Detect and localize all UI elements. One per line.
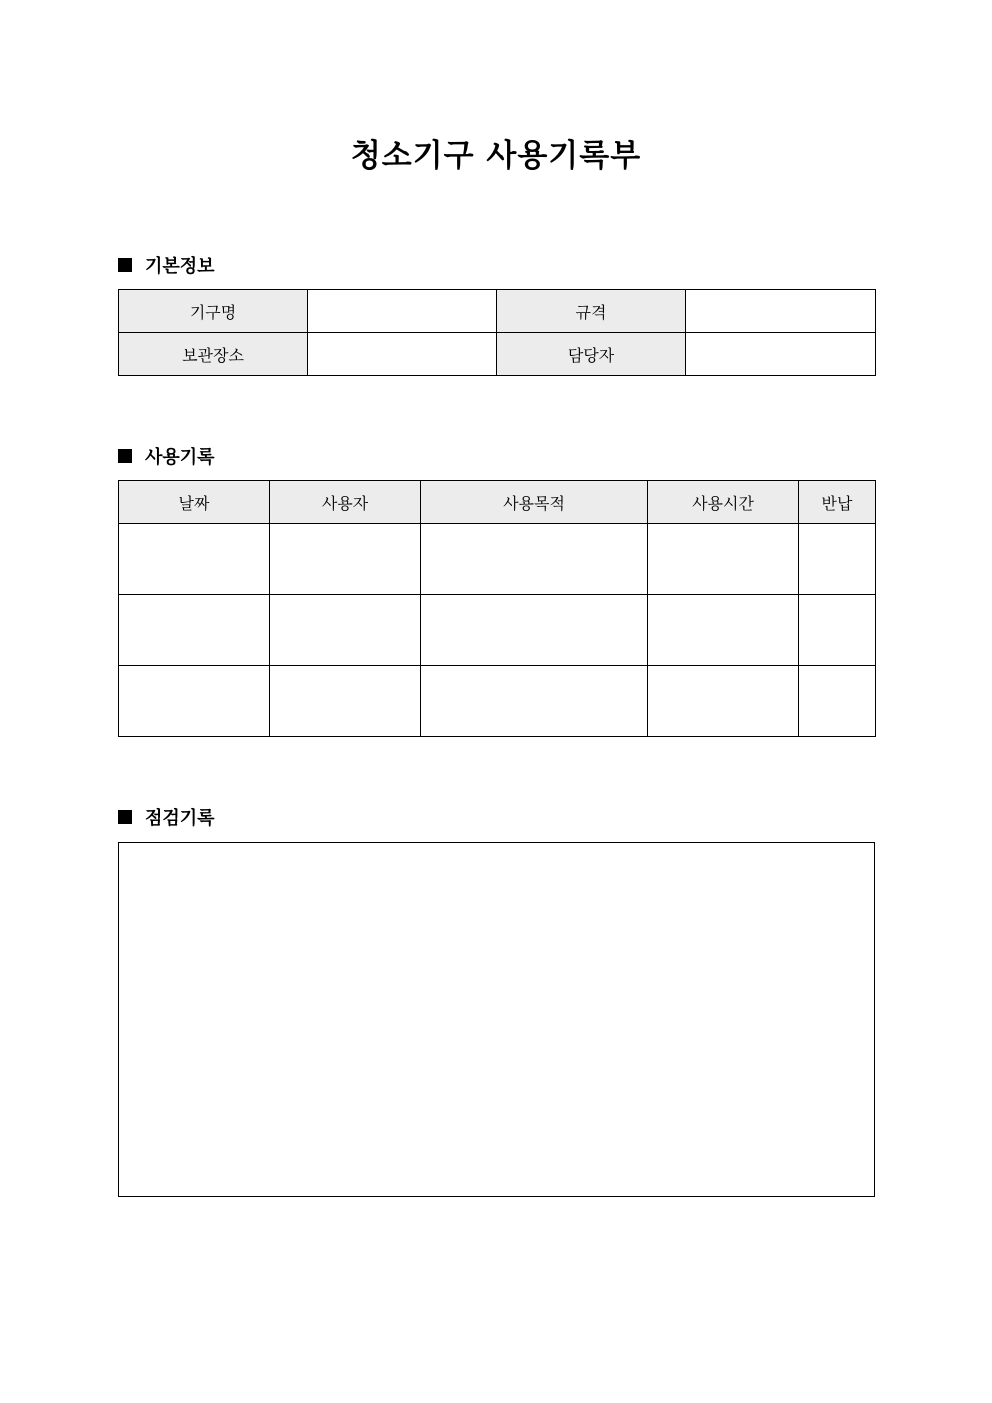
table-row [119, 666, 876, 737]
equipment-name-label: 기구명 [119, 290, 308, 333]
usage-time-cell[interactable] [648, 524, 799, 595]
equipment-name-field[interactable] [308, 290, 497, 333]
table-row [119, 595, 876, 666]
square-bullet-icon [118, 810, 132, 824]
storage-location-label: 보관장소 [119, 333, 308, 376]
date-cell[interactable] [119, 595, 270, 666]
user-cell[interactable] [270, 524, 421, 595]
column-header-user: 사용자 [270, 481, 421, 524]
section-heading-basic-info [118, 253, 215, 277]
user-cell[interactable] [270, 595, 421, 666]
section-heading-inspection-record [118, 805, 215, 829]
column-header-usage-time: 사용시간 [648, 481, 799, 524]
specification-field[interactable] [686, 290, 876, 333]
usage-time-cell[interactable] [648, 595, 799, 666]
purpose-cell[interactable] [421, 666, 648, 737]
specification-label: 규격 [497, 290, 686, 333]
section-heading-label: 점검기록 [145, 808, 215, 829]
date-cell[interactable] [119, 524, 270, 595]
return-cell[interactable] [799, 524, 876, 595]
purpose-cell[interactable] [421, 524, 648, 595]
section-heading-label: 사용기록 [145, 447, 215, 468]
return-cell[interactable] [799, 666, 876, 737]
usage-record-table [118, 480, 876, 737]
date-cell[interactable] [119, 666, 270, 737]
column-header-date: 날짜 [119, 481, 270, 524]
storage-location-field[interactable] [308, 333, 497, 376]
usage-time-cell[interactable] [648, 666, 799, 737]
column-header-purpose: 사용목적 [421, 481, 648, 524]
section-heading-label: 기본정보 [145, 256, 215, 277]
return-cell[interactable] [799, 595, 876, 666]
square-bullet-icon [118, 449, 132, 463]
column-header-return: 반납 [799, 481, 876, 524]
table-row [119, 290, 876, 333]
section-heading-usage-record [118, 444, 215, 468]
table-row [119, 333, 876, 376]
inspection-record-box[interactable] [118, 842, 875, 1197]
person-in-charge-label: 담당자 [497, 333, 686, 376]
user-cell[interactable] [270, 666, 421, 737]
page-title: 청소기구 사용기록부 [350, 138, 642, 174]
basic-info-table [118, 289, 876, 376]
table-header-row [119, 481, 876, 524]
purpose-cell[interactable] [421, 595, 648, 666]
table-row [119, 524, 876, 595]
square-bullet-icon [118, 258, 132, 272]
person-in-charge-field[interactable] [686, 333, 876, 376]
